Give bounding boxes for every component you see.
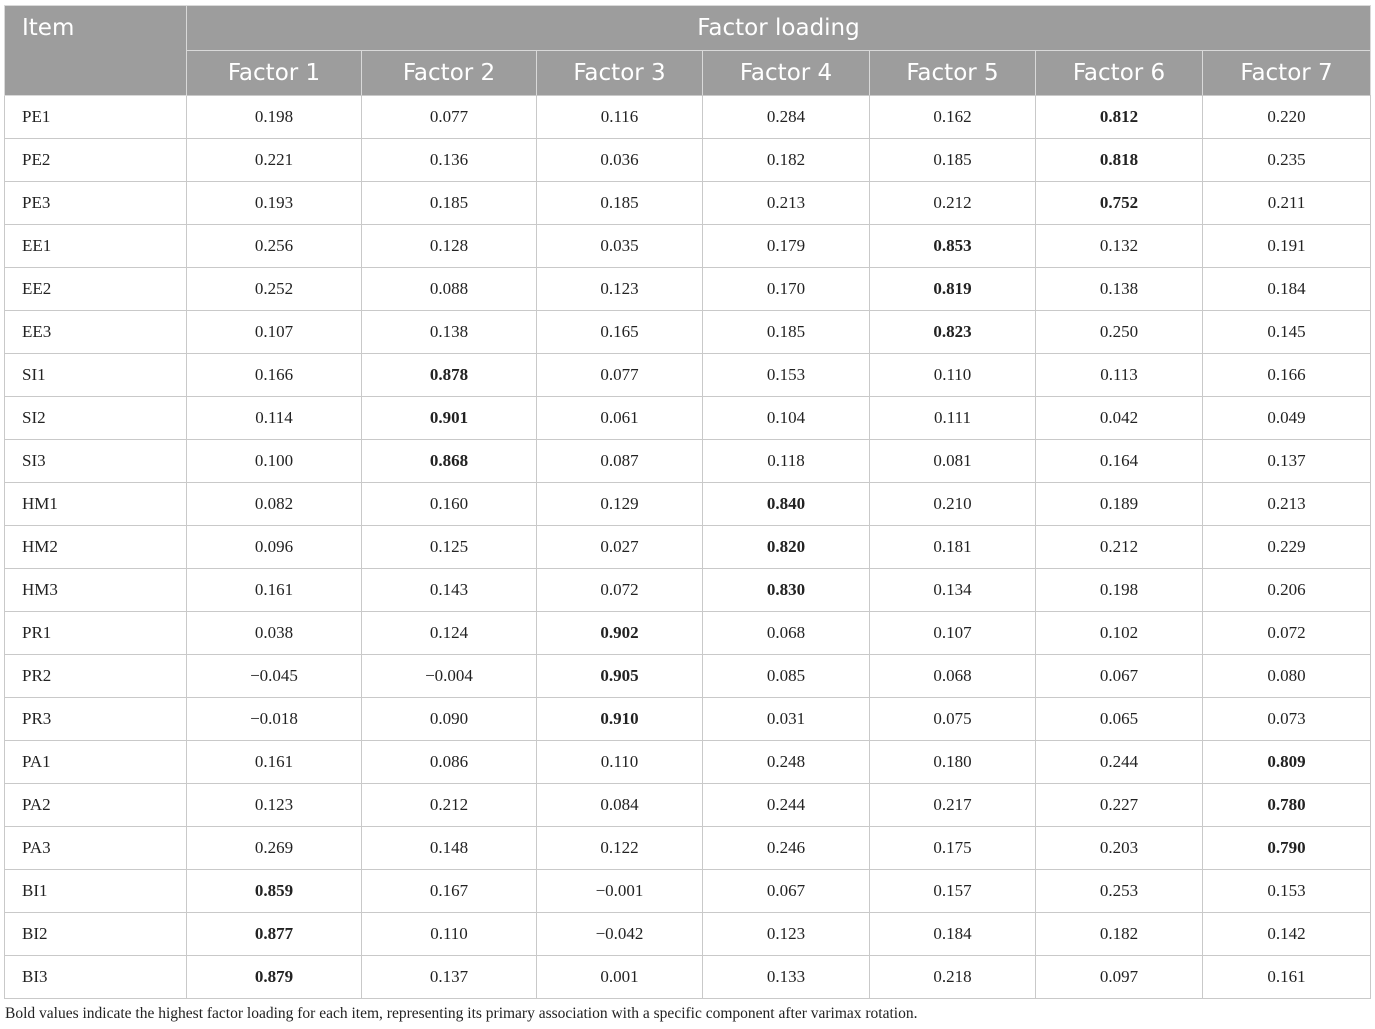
loading-cell: 0.878 xyxy=(362,354,537,397)
item-label: SI3 xyxy=(5,440,187,483)
loading-cell: 0.780 xyxy=(1203,784,1371,827)
item-label: PE2 xyxy=(5,139,187,182)
factor-3-header: Factor 3 xyxy=(537,51,703,96)
loading-cell: 0.110 xyxy=(362,913,537,956)
loading-cell: 0.185 xyxy=(870,139,1036,182)
loading-cell: 0.116 xyxy=(537,96,703,139)
loading-cell: 0.902 xyxy=(537,612,703,655)
loading-cell: 0.125 xyxy=(362,526,537,569)
loading-cell: 0.185 xyxy=(703,311,870,354)
loading-cell: 0.812 xyxy=(1036,96,1203,139)
loading-cell: 0.161 xyxy=(187,569,362,612)
item-label: PR3 xyxy=(5,698,187,741)
loading-cell: 0.248 xyxy=(703,741,870,784)
table-row xyxy=(5,225,1371,268)
loading-cell: 0.161 xyxy=(187,741,362,784)
loading-cell: 0.212 xyxy=(870,182,1036,225)
loading-cell: 0.111 xyxy=(870,397,1036,440)
loading-cell: 0.809 xyxy=(1203,741,1371,784)
loading-cell: 0.001 xyxy=(537,956,703,999)
loading-cell: 0.124 xyxy=(362,612,537,655)
loading-cell: 0.067 xyxy=(1036,655,1203,698)
table-row xyxy=(5,526,1371,569)
loading-cell: 0.042 xyxy=(1036,397,1203,440)
loading-cell: 0.235 xyxy=(1203,139,1371,182)
item-label: HM3 xyxy=(5,569,187,612)
table-row xyxy=(5,956,1371,999)
factor-4-header: Factor 4 xyxy=(703,51,870,96)
loading-cell: 0.175 xyxy=(870,827,1036,870)
loading-cell: 0.153 xyxy=(703,354,870,397)
loading-cell: 0.027 xyxy=(537,526,703,569)
loading-cell: 0.221 xyxy=(187,139,362,182)
table-footnote: Bold values indicate the highest factor loading for each item, representing its primary association with a specific component after varimax rotation. xyxy=(5,1005,918,1022)
loading-cell: 0.790 xyxy=(1203,827,1371,870)
loading-cell: 0.823 xyxy=(870,311,1036,354)
table-row xyxy=(5,182,1371,225)
loading-cell: 0.143 xyxy=(362,569,537,612)
loading-cell: 0.191 xyxy=(1203,225,1371,268)
loading-cell: 0.153 xyxy=(1203,870,1371,913)
loading-cell: 0.123 xyxy=(187,784,362,827)
loading-cell: 0.142 xyxy=(1203,913,1371,956)
loading-cell: 0.087 xyxy=(537,440,703,483)
table-row xyxy=(5,397,1371,440)
loading-cell: 0.075 xyxy=(870,698,1036,741)
loading-cell: −0.004 xyxy=(362,655,537,698)
header-row-factors xyxy=(5,51,1371,96)
item-label: PR2 xyxy=(5,655,187,698)
item-label: PA3 xyxy=(5,827,187,870)
loading-cell: 0.165 xyxy=(537,311,703,354)
loading-cell: 0.068 xyxy=(870,655,1036,698)
loading-cell: 0.840 xyxy=(703,483,870,526)
loading-cell: 0.218 xyxy=(870,956,1036,999)
loading-cell: −0.045 xyxy=(187,655,362,698)
loading-cell: 0.085 xyxy=(703,655,870,698)
loading-cell: 0.090 xyxy=(362,698,537,741)
loading-cell: 0.136 xyxy=(362,139,537,182)
loading-cell: 0.877 xyxy=(187,913,362,956)
table-header xyxy=(5,6,1371,96)
loading-cell: 0.077 xyxy=(537,354,703,397)
loading-cell: 0.035 xyxy=(537,225,703,268)
loading-cell: 0.217 xyxy=(870,784,1036,827)
loading-cell: 0.213 xyxy=(1203,483,1371,526)
table-row xyxy=(5,569,1371,612)
item-column-header: Item xyxy=(5,6,187,96)
loading-cell: 0.193 xyxy=(187,182,362,225)
item-label: HM1 xyxy=(5,483,187,526)
loading-cell: 0.080 xyxy=(1203,655,1371,698)
loading-cell: 0.206 xyxy=(1203,569,1371,612)
loading-cell: 0.868 xyxy=(362,440,537,483)
loading-cell: 0.211 xyxy=(1203,182,1371,225)
loading-cell: 0.077 xyxy=(362,96,537,139)
loading-cell: 0.819 xyxy=(870,268,1036,311)
loading-cell: 0.148 xyxy=(362,827,537,870)
loading-cell: 0.114 xyxy=(187,397,362,440)
loading-cell: 0.113 xyxy=(1036,354,1203,397)
loading-cell: 0.164 xyxy=(1036,440,1203,483)
loading-cell: 0.210 xyxy=(870,483,1036,526)
loading-cell: 0.118 xyxy=(703,440,870,483)
item-label: BI1 xyxy=(5,870,187,913)
loading-cell: 0.227 xyxy=(1036,784,1203,827)
loading-cell: 0.256 xyxy=(187,225,362,268)
loading-cell: 0.182 xyxy=(1036,913,1203,956)
item-label: EE3 xyxy=(5,311,187,354)
table-row xyxy=(5,139,1371,182)
item-label: HM2 xyxy=(5,526,187,569)
item-label: PE1 xyxy=(5,96,187,139)
loading-cell: 0.123 xyxy=(703,913,870,956)
loading-cell: 0.157 xyxy=(870,870,1036,913)
table-row xyxy=(5,784,1371,827)
loading-cell: 0.830 xyxy=(703,569,870,612)
loading-cell: 0.122 xyxy=(537,827,703,870)
loading-cell: 0.137 xyxy=(362,956,537,999)
factor-loading-table xyxy=(4,5,1371,999)
loading-cell: −0.018 xyxy=(187,698,362,741)
factor-7-header: Factor 7 xyxy=(1203,51,1371,96)
loading-cell: 0.107 xyxy=(187,311,362,354)
loading-cell: 0.081 xyxy=(870,440,1036,483)
loading-cell: 0.166 xyxy=(187,354,362,397)
loading-cell: 0.123 xyxy=(537,268,703,311)
item-label: BI2 xyxy=(5,913,187,956)
table-row xyxy=(5,655,1371,698)
loading-cell: 0.905 xyxy=(537,655,703,698)
factor-loading-group-header: Factor loading xyxy=(187,6,1371,51)
loading-cell: 0.246 xyxy=(703,827,870,870)
loading-cell: 0.102 xyxy=(1036,612,1203,655)
loading-cell: 0.038 xyxy=(187,612,362,655)
table-row xyxy=(5,311,1371,354)
loading-cell: 0.203 xyxy=(1036,827,1203,870)
loading-cell: 0.096 xyxy=(187,526,362,569)
loading-cell: 0.252 xyxy=(187,268,362,311)
table-row xyxy=(5,96,1371,139)
table-row xyxy=(5,612,1371,655)
loading-cell: 0.182 xyxy=(703,139,870,182)
item-label: SI2 xyxy=(5,397,187,440)
loading-cell: 0.067 xyxy=(703,870,870,913)
loading-cell: 0.138 xyxy=(362,311,537,354)
loading-cell: 0.160 xyxy=(362,483,537,526)
loading-cell: 0.065 xyxy=(1036,698,1203,741)
loading-cell: 0.161 xyxy=(1203,956,1371,999)
loading-cell: 0.110 xyxy=(537,741,703,784)
table-row xyxy=(5,483,1371,526)
table-row xyxy=(5,354,1371,397)
item-label: PA1 xyxy=(5,741,187,784)
table-row xyxy=(5,698,1371,741)
loading-cell: 0.166 xyxy=(1203,354,1371,397)
loading-cell: 0.132 xyxy=(1036,225,1203,268)
loading-cell: 0.244 xyxy=(1036,741,1203,784)
loading-cell: 0.184 xyxy=(1203,268,1371,311)
loading-cell: 0.859 xyxy=(187,870,362,913)
loading-cell: 0.180 xyxy=(870,741,1036,784)
table-row xyxy=(5,268,1371,311)
loading-cell: 0.061 xyxy=(537,397,703,440)
loading-cell: 0.250 xyxy=(1036,311,1203,354)
loading-cell: 0.107 xyxy=(870,612,1036,655)
loading-cell: 0.031 xyxy=(703,698,870,741)
loading-cell: 0.818 xyxy=(1036,139,1203,182)
loading-cell: 0.853 xyxy=(870,225,1036,268)
loading-cell: 0.073 xyxy=(1203,698,1371,741)
loading-cell: 0.072 xyxy=(1203,612,1371,655)
loading-cell: 0.137 xyxy=(1203,440,1371,483)
item-label: PR1 xyxy=(5,612,187,655)
factor-6-header: Factor 6 xyxy=(1036,51,1203,96)
table-body xyxy=(5,96,1371,999)
item-label: SI1 xyxy=(5,354,187,397)
loading-cell: 0.752 xyxy=(1036,182,1203,225)
loading-cell: 0.086 xyxy=(362,741,537,784)
item-label: PA2 xyxy=(5,784,187,827)
loading-cell: 0.229 xyxy=(1203,526,1371,569)
loading-cell: 0.100 xyxy=(187,440,362,483)
loading-cell: 0.185 xyxy=(362,182,537,225)
loading-cell: 0.036 xyxy=(537,139,703,182)
table-row xyxy=(5,440,1371,483)
loading-cell: 0.133 xyxy=(703,956,870,999)
loading-cell: −0.001 xyxy=(537,870,703,913)
item-label: EE1 xyxy=(5,225,187,268)
loading-cell: 0.134 xyxy=(870,569,1036,612)
factor-1-header: Factor 1 xyxy=(187,51,362,96)
loading-cell: 0.185 xyxy=(537,182,703,225)
table-row xyxy=(5,827,1371,870)
loading-cell: 0.910 xyxy=(537,698,703,741)
loading-cell: 0.184 xyxy=(870,913,1036,956)
loading-cell: 0.104 xyxy=(703,397,870,440)
loading-cell: 0.244 xyxy=(703,784,870,827)
loading-cell: 0.167 xyxy=(362,870,537,913)
loading-cell: 0.072 xyxy=(537,569,703,612)
loading-cell: 0.138 xyxy=(1036,268,1203,311)
loading-cell: 0.088 xyxy=(362,268,537,311)
loading-cell: 0.181 xyxy=(870,526,1036,569)
loading-cell: 0.097 xyxy=(1036,956,1203,999)
loading-cell: 0.128 xyxy=(362,225,537,268)
loading-cell: 0.198 xyxy=(187,96,362,139)
loading-cell: −0.042 xyxy=(537,913,703,956)
loading-cell: 0.879 xyxy=(187,956,362,999)
loading-cell: 0.212 xyxy=(1036,526,1203,569)
header-row-group xyxy=(5,6,1371,51)
loading-cell: 0.145 xyxy=(1203,311,1371,354)
loading-cell: 0.170 xyxy=(703,268,870,311)
loading-cell: 0.820 xyxy=(703,526,870,569)
table-row xyxy=(5,870,1371,913)
factor-5-header: Factor 5 xyxy=(870,51,1036,96)
loading-cell: 0.284 xyxy=(703,96,870,139)
loading-cell: 0.110 xyxy=(870,354,1036,397)
loading-cell: 0.269 xyxy=(187,827,362,870)
loading-cell: 0.198 xyxy=(1036,569,1203,612)
loading-cell: 0.253 xyxy=(1036,870,1203,913)
loading-cell: 0.220 xyxy=(1203,96,1371,139)
loading-cell: 0.901 xyxy=(362,397,537,440)
item-label: EE2 xyxy=(5,268,187,311)
item-label: PE3 xyxy=(5,182,187,225)
factor-2-header: Factor 2 xyxy=(362,51,537,96)
loading-cell: 0.082 xyxy=(187,483,362,526)
loading-cell: 0.084 xyxy=(537,784,703,827)
loading-cell: 0.179 xyxy=(703,225,870,268)
loading-cell: 0.162 xyxy=(870,96,1036,139)
loading-cell: 0.049 xyxy=(1203,397,1371,440)
loading-cell: 0.068 xyxy=(703,612,870,655)
table-row xyxy=(5,913,1371,956)
loading-cell: 0.129 xyxy=(537,483,703,526)
item-label: BI3 xyxy=(5,956,187,999)
loading-cell: 0.189 xyxy=(1036,483,1203,526)
table-row xyxy=(5,741,1371,784)
loading-cell: 0.212 xyxy=(362,784,537,827)
loading-cell: 0.213 xyxy=(703,182,870,225)
